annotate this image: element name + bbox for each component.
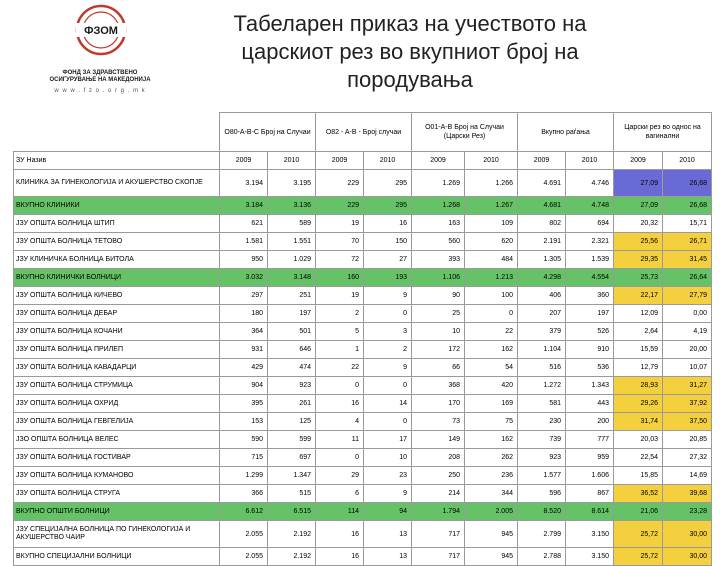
ratio-cell: 26,64 bbox=[663, 269, 712, 287]
value-cell: 393 bbox=[412, 251, 465, 269]
value-cell: 162 bbox=[465, 341, 518, 359]
table-row bbox=[14, 305, 712, 323]
value-cell: 262 bbox=[465, 449, 518, 467]
value-cell: 1.606 bbox=[566, 467, 614, 485]
ratio-cell: 25,73 bbox=[614, 269, 663, 287]
year-cell: 2010 bbox=[566, 152, 614, 170]
value-cell: 366 bbox=[220, 485, 268, 503]
ratio-cell: 25,72 bbox=[614, 548, 663, 566]
value-cell: 5 bbox=[316, 323, 364, 341]
ratio-cell: 22,54 bbox=[614, 449, 663, 467]
value-cell: 6 bbox=[316, 485, 364, 503]
value-cell: 2.788 bbox=[518, 548, 566, 566]
value-cell: 950 bbox=[220, 251, 268, 269]
year-cell: 2010 bbox=[268, 152, 316, 170]
value-cell: 1.266 bbox=[465, 170, 518, 197]
table-row bbox=[14, 485, 712, 503]
value-cell: 1.794 bbox=[412, 503, 465, 521]
ratio-cell: 2,64 bbox=[614, 323, 663, 341]
value-cell: 959 bbox=[566, 449, 614, 467]
value-cell: 200 bbox=[566, 413, 614, 431]
value-cell: 236 bbox=[465, 467, 518, 485]
value-cell: 484 bbox=[465, 251, 518, 269]
ratio-cell: 30,00 bbox=[663, 548, 712, 566]
value-cell: 620 bbox=[465, 233, 518, 251]
table-body bbox=[14, 170, 712, 566]
value-cell: 0 bbox=[364, 377, 412, 395]
ratio-cell: 27,79 bbox=[663, 287, 712, 305]
value-cell: 295 bbox=[364, 170, 412, 197]
ratio-cell: 4,19 bbox=[663, 323, 712, 341]
value-cell: 17 bbox=[364, 431, 412, 449]
value-cell: 0 bbox=[316, 449, 364, 467]
logo-line-1: ФОНД ЗА ЗДРАВСТВЕНО bbox=[62, 70, 138, 76]
ratio-cell: 28,93 bbox=[614, 377, 663, 395]
value-cell: 590 bbox=[220, 431, 268, 449]
value-cell: 739 bbox=[518, 431, 566, 449]
value-cell: 1.268 bbox=[412, 197, 465, 215]
value-cell: 3.150 bbox=[566, 548, 614, 566]
value-cell: 16 bbox=[316, 521, 364, 548]
table-row bbox=[14, 359, 712, 377]
value-cell: 19 bbox=[316, 287, 364, 305]
value-cell: 1.272 bbox=[518, 377, 566, 395]
table-row bbox=[14, 467, 712, 485]
value-cell: 23 bbox=[364, 467, 412, 485]
ratio-cell: 15,71 bbox=[663, 215, 712, 233]
value-cell: 1.577 bbox=[518, 467, 566, 485]
value-cell: 1.581 bbox=[220, 233, 268, 251]
ratio-cell: 20,03 bbox=[614, 431, 663, 449]
value-cell: 1.269 bbox=[412, 170, 465, 197]
year-cell: 2010 bbox=[364, 152, 412, 170]
fzom-mark-text: ФЗОМ bbox=[84, 25, 118, 37]
value-cell: 261 bbox=[268, 395, 316, 413]
row-name: ЈЗУ ОПШТА БОЛНИЦА ШТИП bbox=[14, 215, 220, 233]
table-row bbox=[14, 521, 712, 548]
value-cell: 4 bbox=[316, 413, 364, 431]
row-name: ЈЗУ ОПШТА БОЛНИЦА КИЧЕВО bbox=[14, 287, 220, 305]
ratio-cell: 29,26 bbox=[614, 395, 663, 413]
table-row bbox=[14, 233, 712, 251]
value-cell: 0 bbox=[364, 413, 412, 431]
value-cell: 443 bbox=[566, 395, 614, 413]
value-cell: 945 bbox=[465, 548, 518, 566]
value-cell: 229 bbox=[316, 197, 364, 215]
value-cell: 295 bbox=[364, 197, 412, 215]
value-cell: 2 bbox=[364, 341, 412, 359]
value-cell: 169 bbox=[465, 395, 518, 413]
row-name: ЈЗУ ОПШТА БОЛНИЦА ГЕВГЕЛИЈА bbox=[14, 413, 220, 431]
value-cell: 3.195 bbox=[268, 170, 316, 197]
table-row bbox=[14, 269, 712, 287]
value-cell: 904 bbox=[220, 377, 268, 395]
table-row bbox=[14, 413, 712, 431]
ratio-cell: 20,00 bbox=[663, 341, 712, 359]
value-cell: 923 bbox=[518, 449, 566, 467]
value-cell: 13 bbox=[364, 548, 412, 566]
year-cell: 2009 bbox=[614, 152, 663, 170]
table-row bbox=[14, 503, 712, 521]
value-cell: 1.299 bbox=[220, 467, 268, 485]
value-cell: 2.192 bbox=[268, 521, 316, 548]
value-cell: 2.005 bbox=[465, 503, 518, 521]
table-row bbox=[14, 377, 712, 395]
page-title: Табеларен приказ на учеството на царскиот рез во вкупниот број на породувања bbox=[233, 11, 587, 92]
value-cell: 3 bbox=[364, 323, 412, 341]
value-cell: 114 bbox=[316, 503, 364, 521]
logo-url: w w w . f z o . o r g . m k bbox=[54, 88, 146, 94]
value-cell: 73 bbox=[412, 413, 465, 431]
value-cell: 4.746 bbox=[566, 170, 614, 197]
ratio-cell: 10,07 bbox=[663, 359, 712, 377]
value-cell: 27 bbox=[364, 251, 412, 269]
value-cell: 344 bbox=[465, 485, 518, 503]
value-cell: 66 bbox=[412, 359, 465, 377]
table-row bbox=[14, 341, 712, 359]
row-name: ЈЗУ ОПШТА БОЛНИЦА ГОСТИВАР bbox=[14, 449, 220, 467]
row-name: ЈЗУ ОПШТА БОЛНИЦА СТРУМИЦА bbox=[14, 377, 220, 395]
ratio-cell: 30,00 bbox=[663, 521, 712, 548]
value-cell: 526 bbox=[566, 323, 614, 341]
value-cell: 1.267 bbox=[465, 197, 518, 215]
value-cell: 75 bbox=[465, 413, 518, 431]
value-cell: 2.192 bbox=[268, 548, 316, 566]
value-cell: 9 bbox=[364, 359, 412, 377]
value-cell: 100 bbox=[465, 287, 518, 305]
ratio-cell: 29,35 bbox=[614, 251, 663, 269]
ratio-cell: 25,72 bbox=[614, 521, 663, 548]
value-cell: 802 bbox=[518, 215, 566, 233]
value-cell: 1.305 bbox=[518, 251, 566, 269]
ratio-cell: 21,06 bbox=[614, 503, 663, 521]
value-cell: 8.520 bbox=[518, 503, 566, 521]
ratio-cell: 37,50 bbox=[663, 413, 712, 431]
value-cell: 54 bbox=[465, 359, 518, 377]
value-cell: 29 bbox=[316, 467, 364, 485]
value-cell: 4.691 bbox=[518, 170, 566, 197]
value-cell: 22 bbox=[316, 359, 364, 377]
logo-line-2: ОСИГУРУВАЊЕ НА МАКЕДОНИЈА bbox=[49, 77, 151, 83]
group-header-row bbox=[14, 113, 712, 152]
value-cell: 250 bbox=[412, 467, 465, 485]
ratio-cell: 0,00 bbox=[663, 305, 712, 323]
year-cell: 2009 bbox=[220, 152, 268, 170]
value-cell: 180 bbox=[220, 305, 268, 323]
value-cell: 379 bbox=[518, 323, 566, 341]
value-cell: 19 bbox=[316, 215, 364, 233]
year-cell: 2009 bbox=[412, 152, 465, 170]
value-cell: 163 bbox=[412, 215, 465, 233]
value-cell: 229 bbox=[316, 170, 364, 197]
value-cell: 717 bbox=[412, 521, 465, 548]
value-cell: 72 bbox=[316, 251, 364, 269]
value-cell: 90 bbox=[412, 287, 465, 305]
value-cell: 1.343 bbox=[566, 377, 614, 395]
table-row bbox=[14, 287, 712, 305]
value-cell: 1.029 bbox=[268, 251, 316, 269]
ratio-cell: 20,32 bbox=[614, 215, 663, 233]
value-cell: 646 bbox=[268, 341, 316, 359]
ratio-cell: 37,92 bbox=[663, 395, 712, 413]
value-cell: 162 bbox=[465, 431, 518, 449]
value-cell: 10 bbox=[364, 449, 412, 467]
value-cell: 4.554 bbox=[566, 269, 614, 287]
table-row bbox=[14, 431, 712, 449]
row-name: ЈЗУ КЛИНИЧКА БОЛНИЦА БИТОЛА bbox=[14, 251, 220, 269]
value-cell: 516 bbox=[518, 359, 566, 377]
value-cell: 251 bbox=[268, 287, 316, 305]
caesarean-table bbox=[13, 112, 712, 566]
value-cell: 11 bbox=[316, 431, 364, 449]
value-cell: 22 bbox=[465, 323, 518, 341]
year-cell: 2010 bbox=[465, 152, 518, 170]
value-cell: 1.347 bbox=[268, 467, 316, 485]
table-row bbox=[14, 449, 712, 467]
value-cell: 931 bbox=[220, 341, 268, 359]
table-row bbox=[14, 395, 712, 413]
header-total-births: Вкупно раѓања bbox=[518, 113, 614, 152]
ratio-cell: 27,09 bbox=[614, 170, 663, 197]
value-cell: 694 bbox=[566, 215, 614, 233]
value-cell: 923 bbox=[268, 377, 316, 395]
value-cell: 172 bbox=[412, 341, 465, 359]
value-cell: 207 bbox=[518, 305, 566, 323]
row-name: ЈЗУ ОПШТА БОЛНИЦА КОЧАНИ bbox=[14, 323, 220, 341]
ratio-cell: 14,69 bbox=[663, 467, 712, 485]
ratio-cell: 12,79 bbox=[614, 359, 663, 377]
table-row bbox=[14, 251, 712, 269]
value-cell: 170 bbox=[412, 395, 465, 413]
ratio-cell: 15,85 bbox=[614, 467, 663, 485]
value-cell: 3.150 bbox=[566, 521, 614, 548]
value-cell: 297 bbox=[220, 287, 268, 305]
value-cell: 2.321 bbox=[566, 233, 614, 251]
row-name: ЈЗУ ОПШТА БОЛНИЦА ПРИЛЕП bbox=[14, 341, 220, 359]
value-cell: 599 bbox=[268, 431, 316, 449]
value-cell: 2.055 bbox=[220, 548, 268, 566]
value-cell: 420 bbox=[465, 377, 518, 395]
value-cell: 4.681 bbox=[518, 197, 566, 215]
value-cell: 581 bbox=[518, 395, 566, 413]
year-cell: 2009 bbox=[518, 152, 566, 170]
fzom-logo bbox=[40, 2, 160, 102]
value-cell: 3.148 bbox=[268, 269, 316, 287]
value-cell: 149 bbox=[412, 431, 465, 449]
value-cell: 4.748 bbox=[566, 197, 614, 215]
value-cell: 406 bbox=[518, 287, 566, 305]
value-cell: 9 bbox=[364, 287, 412, 305]
value-cell: 3.136 bbox=[268, 197, 316, 215]
value-cell: 395 bbox=[220, 395, 268, 413]
value-cell: 2.191 bbox=[518, 233, 566, 251]
value-cell: 230 bbox=[518, 413, 566, 431]
header-o01: O01-A-B Број на Случаи (Царски Рез) bbox=[412, 113, 518, 152]
value-cell: 1.551 bbox=[268, 233, 316, 251]
value-cell: 560 bbox=[412, 233, 465, 251]
value-cell: 208 bbox=[412, 449, 465, 467]
row-name: ВКУПНО КЛИНИКИ bbox=[14, 197, 220, 215]
value-cell: 1.106 bbox=[412, 269, 465, 287]
value-cell: 70 bbox=[316, 233, 364, 251]
value-cell: 1.539 bbox=[566, 251, 614, 269]
row-name: ЈЗУ ОПШТА БОЛНИЦА КАВАДАРЦИ bbox=[14, 359, 220, 377]
row-name: ЈЗУ ОПШТА БОЛНИЦА ОХРИД bbox=[14, 395, 220, 413]
table-row bbox=[14, 215, 712, 233]
value-cell: 125 bbox=[268, 413, 316, 431]
value-cell: 596 bbox=[518, 485, 566, 503]
value-cell: 6.515 bbox=[268, 503, 316, 521]
value-cell: 2.799 bbox=[518, 521, 566, 548]
value-cell: 6.612 bbox=[220, 503, 268, 521]
value-cell: 16 bbox=[364, 215, 412, 233]
value-cell: 2.055 bbox=[220, 521, 268, 548]
row-name: ЈЗУ ОПШТА БОЛНИЦА СТРУГА bbox=[14, 485, 220, 503]
ratio-cell: 22,17 bbox=[614, 287, 663, 305]
ratio-cell: 12,09 bbox=[614, 305, 663, 323]
row-name: ВКУПНО ОПШТИ БОЛНИЦИ bbox=[14, 503, 220, 521]
value-cell: 945 bbox=[465, 521, 518, 548]
value-cell: 109 bbox=[465, 215, 518, 233]
value-cell: 360 bbox=[566, 287, 614, 305]
value-cell: 160 bbox=[316, 269, 364, 287]
year-header-row bbox=[14, 152, 712, 170]
value-cell: 8.614 bbox=[566, 503, 614, 521]
row-name: ЈЗУ СПЕЦИЈАЛНА БОЛНИЦА ПО ГИНЕКОЛОГИЈА И АКУШЕРСТВО ЧАИР bbox=[14, 521, 220, 548]
header-o80: O80-A-B-C Број на Случаи bbox=[220, 113, 316, 152]
value-cell: 621 bbox=[220, 215, 268, 233]
ratio-cell: 36,52 bbox=[614, 485, 663, 503]
header-o82: O82 - A-B - Број случаи bbox=[316, 113, 412, 152]
table-row bbox=[14, 548, 712, 566]
ratio-cell: 26,68 bbox=[663, 197, 712, 215]
value-cell: 13 bbox=[364, 521, 412, 548]
value-cell: 589 bbox=[268, 215, 316, 233]
value-cell: 14 bbox=[364, 395, 412, 413]
value-cell: 501 bbox=[268, 323, 316, 341]
value-cell: 10 bbox=[412, 323, 465, 341]
table-row bbox=[14, 323, 712, 341]
value-cell: 0 bbox=[465, 305, 518, 323]
value-cell: 697 bbox=[268, 449, 316, 467]
value-cell: 715 bbox=[220, 449, 268, 467]
ratio-cell: 26,71 bbox=[663, 233, 712, 251]
value-cell: 429 bbox=[220, 359, 268, 377]
value-cell: 515 bbox=[268, 485, 316, 503]
value-cell: 94 bbox=[364, 503, 412, 521]
year-cell: 2009 bbox=[316, 152, 364, 170]
ratio-cell: 20,85 bbox=[663, 431, 712, 449]
value-cell: 4.298 bbox=[518, 269, 566, 287]
value-cell: 197 bbox=[268, 305, 316, 323]
table-row bbox=[14, 197, 712, 215]
value-cell: 16 bbox=[316, 395, 364, 413]
value-cell: 193 bbox=[364, 269, 412, 287]
value-cell: 9 bbox=[364, 485, 412, 503]
row-name: КЛИНИКА ЗА ГИНЕКОЛОГИЈА И АКУШЕРСТВО СКОПЈЕ bbox=[14, 170, 220, 197]
value-cell: 16 bbox=[316, 548, 364, 566]
value-cell: 0 bbox=[364, 305, 412, 323]
value-cell: 364 bbox=[220, 323, 268, 341]
header-name: ЗУ Назив bbox=[14, 152, 220, 170]
row-name: ЈЗУ ОПШТА БОЛНИЦА КУМАНОВО bbox=[14, 467, 220, 485]
value-cell: 150 bbox=[364, 233, 412, 251]
value-cell: 197 bbox=[566, 305, 614, 323]
value-cell: 153 bbox=[220, 413, 268, 431]
header-caesarean-ratio: Царски рез во однос на вагинални bbox=[614, 113, 712, 152]
value-cell: 777 bbox=[566, 431, 614, 449]
ratio-cell: 27,32 bbox=[663, 449, 712, 467]
ratio-cell: 31,74 bbox=[614, 413, 663, 431]
value-cell: 867 bbox=[566, 485, 614, 503]
row-name: ЈЗУ ОПШТА БОЛНИЦА ДЕБАР bbox=[14, 305, 220, 323]
value-cell: 368 bbox=[412, 377, 465, 395]
fzom-emblem-icon bbox=[70, 4, 132, 56]
value-cell: 910 bbox=[566, 341, 614, 359]
value-cell: 3.032 bbox=[220, 269, 268, 287]
ratio-cell: 39,68 bbox=[663, 485, 712, 503]
year-cell: 2010 bbox=[663, 152, 712, 170]
ratio-cell: 15,59 bbox=[614, 341, 663, 359]
ratio-cell: 25,56 bbox=[614, 233, 663, 251]
value-cell: 717 bbox=[412, 548, 465, 566]
ratio-cell: 31,27 bbox=[663, 377, 712, 395]
row-name: ВКУПНО КЛИНИЧКИ БОЛНИЦИ bbox=[14, 269, 220, 287]
value-cell: 1.213 bbox=[465, 269, 518, 287]
ratio-cell: 23,28 bbox=[663, 503, 712, 521]
row-name: ЈЗУ ОПШТА БОЛНИЦА ТЕТОВО bbox=[14, 233, 220, 251]
table-row bbox=[14, 170, 712, 197]
value-cell: 1 bbox=[316, 341, 364, 359]
ratio-cell: 27,09 bbox=[614, 197, 663, 215]
row-name: ЈЗО ОПШТА БОЛНИЦА ВЕЛЕС bbox=[14, 431, 220, 449]
value-cell: 0 bbox=[316, 377, 364, 395]
value-cell: 2 bbox=[316, 305, 364, 323]
value-cell: 1.104 bbox=[518, 341, 566, 359]
value-cell: 25 bbox=[412, 305, 465, 323]
row-name: ВКУПНО СПЕЦИЈАЛНИ БОЛНИЦИ bbox=[14, 548, 220, 566]
value-cell: 3.184 bbox=[220, 197, 268, 215]
ratio-cell: 31,45 bbox=[663, 251, 712, 269]
value-cell: 474 bbox=[268, 359, 316, 377]
value-cell: 3.194 bbox=[220, 170, 268, 197]
ratio-cell: 26,68 bbox=[663, 170, 712, 197]
value-cell: 536 bbox=[566, 359, 614, 377]
value-cell: 214 bbox=[412, 485, 465, 503]
